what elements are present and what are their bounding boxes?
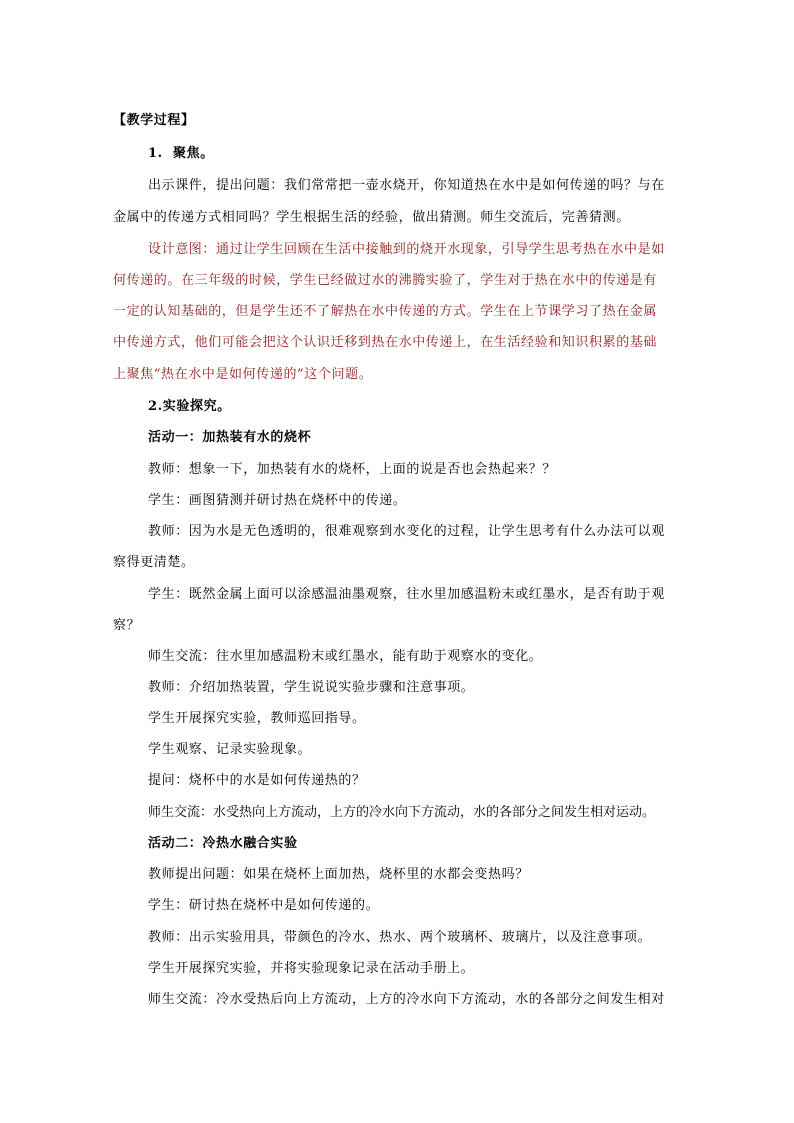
paragraph-line: 学生观察、记录实验现象。 (148, 742, 312, 757)
paragraph-line: 学生开展探究实验，并将实验现象记录在活动手册上。 (148, 961, 475, 976)
activity-title: 活动一：加热装有水的烧杯 (148, 430, 312, 445)
paragraph-line: 教师提出问题：如果在烧杯上面加热，烧杯里的水都会变热吗？ (148, 867, 529, 882)
step-number: 1. (148, 146, 163, 161)
paragraph-line: 学生开展探究实验，教师巡回指导。 (148, 711, 366, 726)
paragraph-line: 察得更清楚。 (113, 555, 195, 570)
paragraph-line: 教师：出示实验用具，带颜色的冷水、热水、两个玻璃杯、玻璃片，以及注意事项。 (148, 930, 652, 945)
design-intent-line: 设计意图：通过让学生回顾在生活中接触到的烧开水现象，引导学生思考热在水中是如 (148, 242, 665, 257)
paragraph-line: 察？ (113, 618, 141, 633)
step-title: 2.实验探究。 (148, 399, 231, 414)
design-intent-line: 上聚焦“热在水中是如何传递的”这个问题。 (113, 367, 373, 382)
paragraph-line: 金属中的传递方式相同吗？学生根据生活的经验，做出猜测。师生交流后，完善猜测。 (113, 210, 630, 225)
paragraph-line: 学生：画图猜测并研讨热在烧杯中的传递。 (148, 493, 407, 508)
section-heading: 【教学过程】 (113, 113, 195, 128)
design-intent-line: 一定的认知基础的，但是学生还不了解热在水中传递的方式。学生在上节课学习了热在金属 (113, 304, 658, 319)
step-title: 聚焦。 (173, 146, 214, 161)
paragraph-line: 出示课件，提出问题：我们常常把一壶水烧开，你知道热在水中是如何传递的吗？与在 (148, 178, 665, 193)
paragraph-line: 提问：烧杯中的水是如何传递热的？ (148, 773, 366, 788)
paragraph-line: 学生：研讨热在烧杯中是如何传递的。 (148, 898, 380, 913)
paragraph-line: 师生交流：冷水受热后向上方流动，上方的冷水向下方流动，水的各部分之间发生相对 (148, 992, 665, 1007)
paragraph-line: 师生交流：往水里加感温粉末或红墨水，能有助于观察水的变化。 (148, 649, 543, 664)
paragraph-line: 师生交流：水受热向上方流动，上方的冷水向下方流动，水的各部分之间发生相对运动。 (148, 805, 656, 820)
design-intent-line: 中传递方式，他们可能会把这个认识迁移到热在水中传递上，在生活经验和知识积累的基础 (113, 335, 658, 350)
paragraph-line: 教师：想象一下，加热装有水的烧杯，上面的说是否也会热起来？？ (148, 462, 557, 477)
activity-title: 活动二：冷热水融合实验 (148, 836, 298, 851)
design-intent-line: 何传递的。在三年级的时候，学生已经做过水的沸腾实验了，学生对于热在水中的传递是有 (113, 273, 658, 288)
paragraph-line: 教师：因为水是无色透明的，很难观察到水变化的过程，让学生思考有什么办法可以观 (148, 524, 665, 539)
paragraph-line: 教师：介绍加热装置，学生说说实验步骤和注意事项。 (148, 680, 475, 695)
paragraph-line: 学生：既然金属上面可以涂感温油墨观察，往水里加感温粉末或红墨水，是否有助于观 (148, 587, 665, 602)
